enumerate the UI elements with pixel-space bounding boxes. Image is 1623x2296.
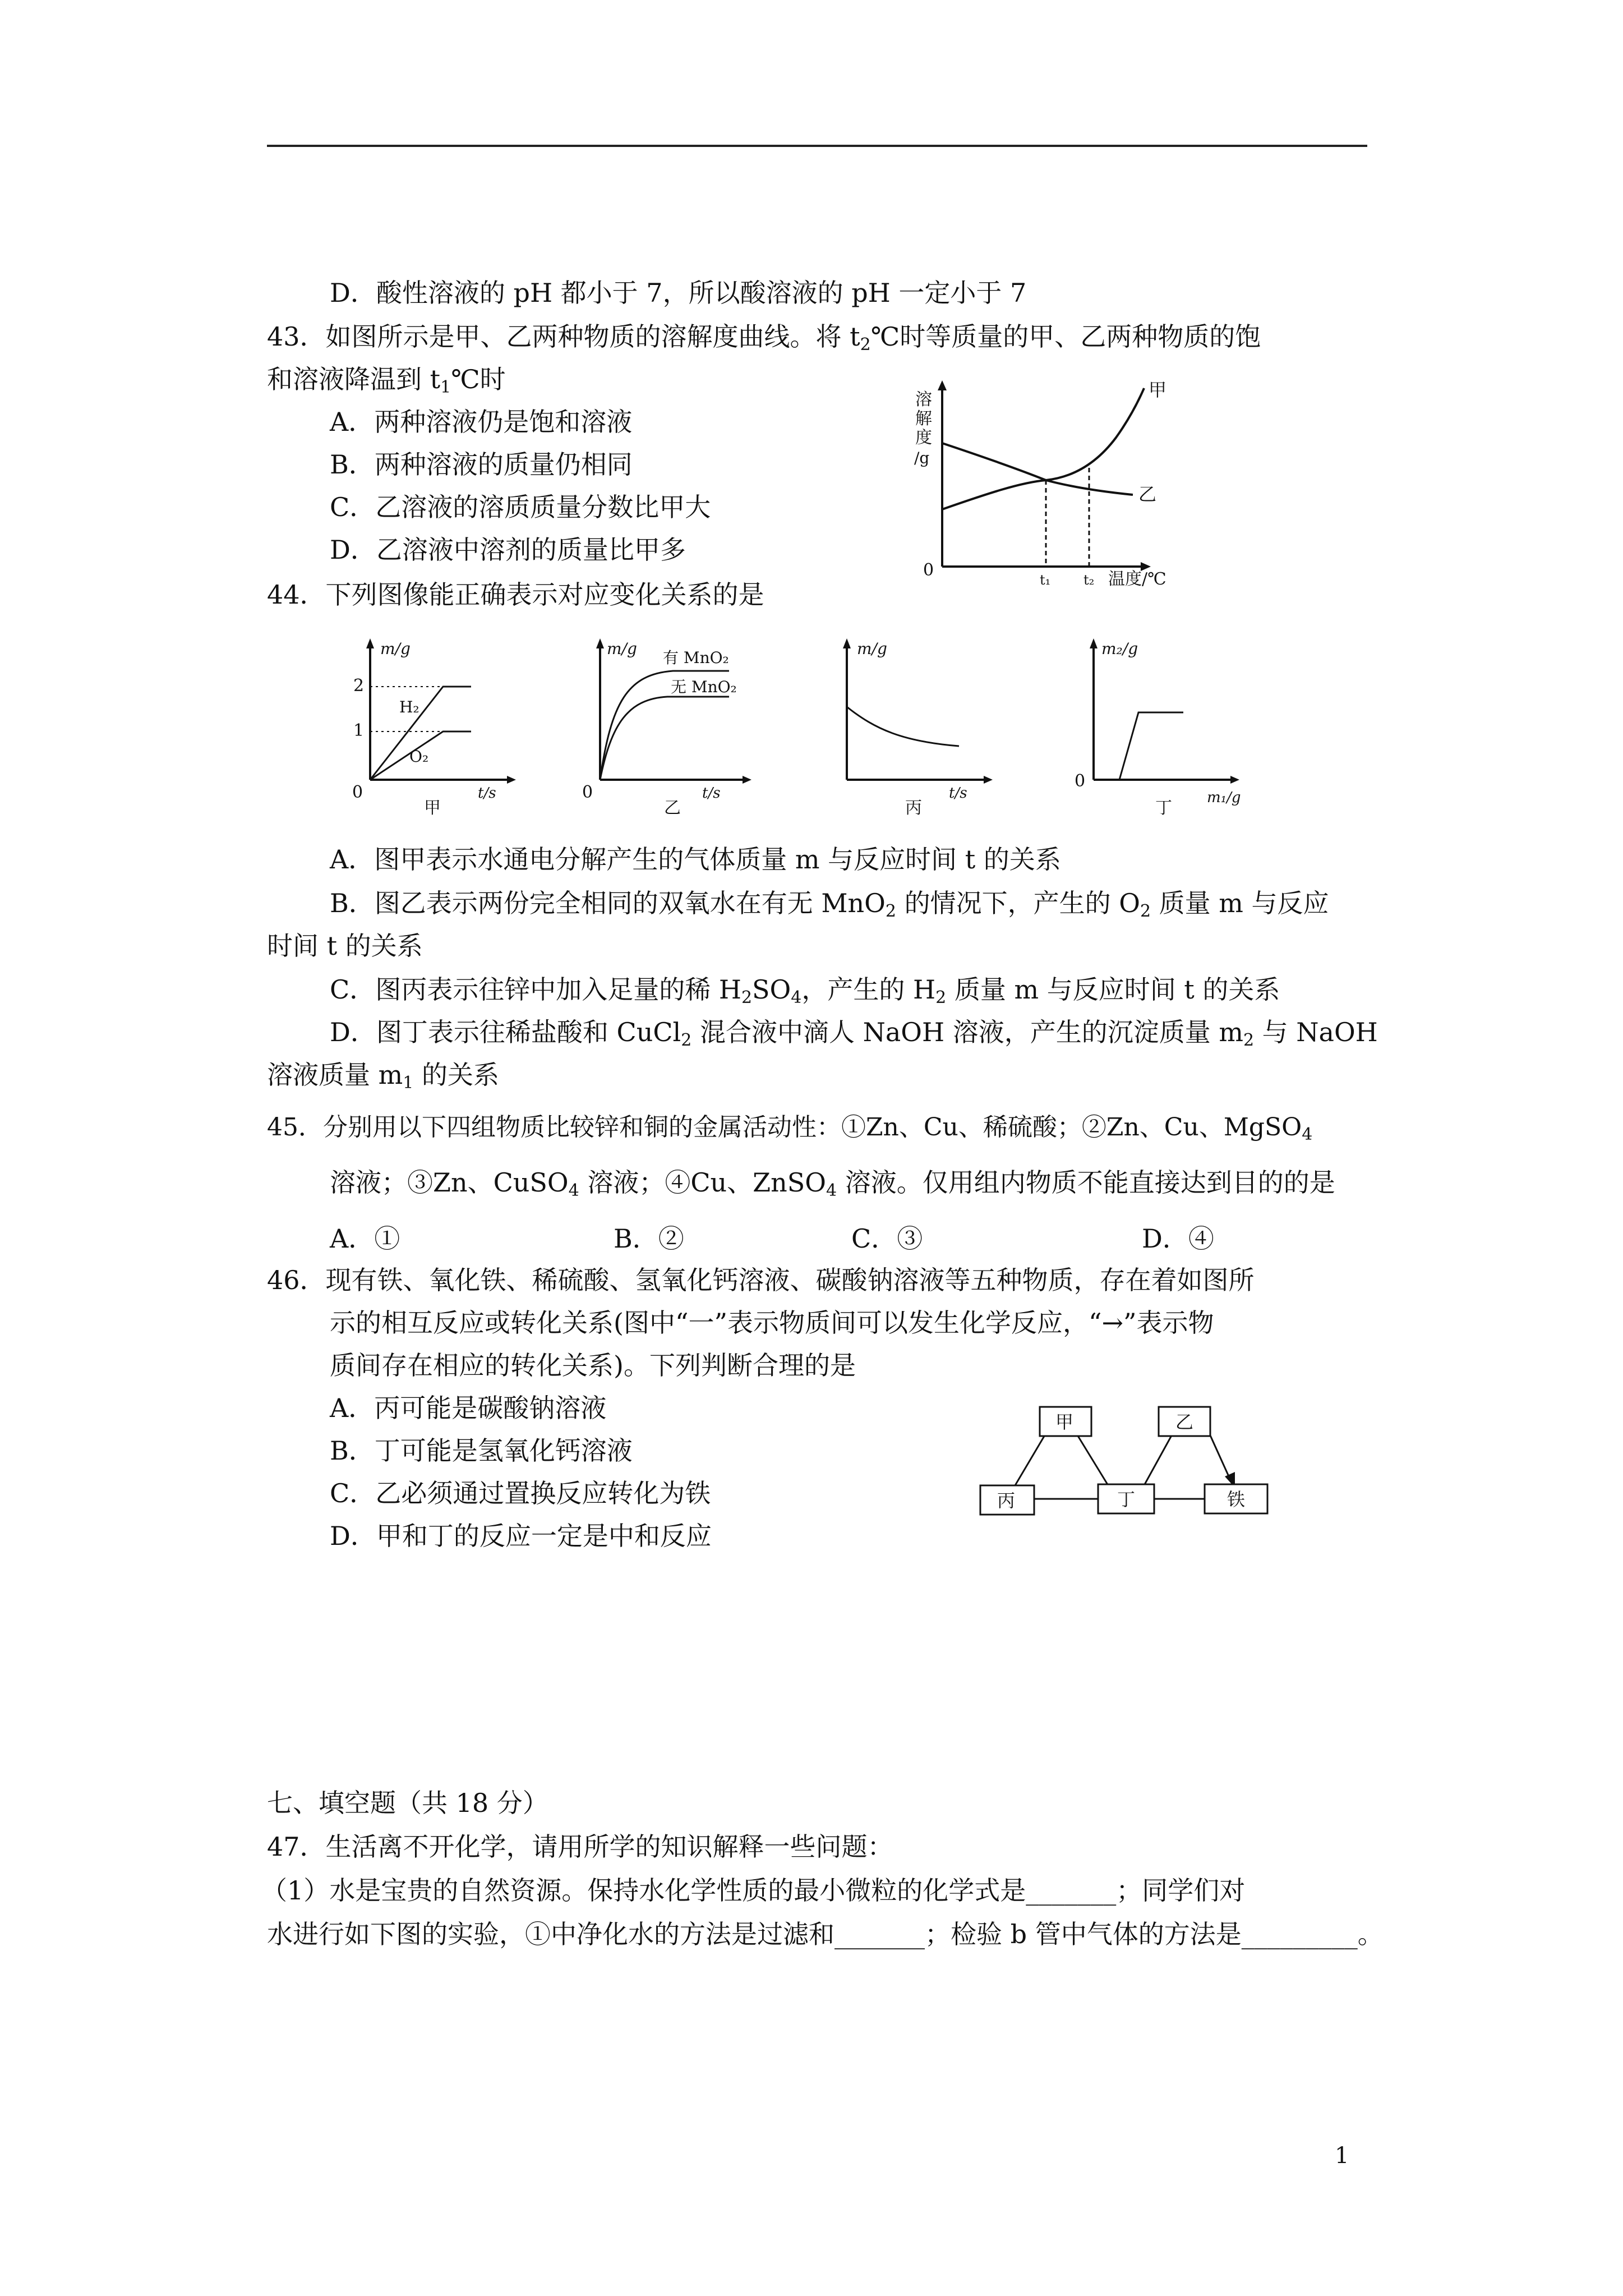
header-rule <box>267 145 1367 147</box>
label-ding: 丁 <box>1117 1489 1136 1510</box>
q43-stem-line-2: 和溶液降温到 $t_1℃$时 <box>267 364 506 397</box>
label-yi: 乙 <box>1175 1411 1194 1433</box>
relation-diagram <box>976 1402 1290 1531</box>
q45-option-d: D．④ <box>1142 1223 1214 1254</box>
graph-yi <box>578 634 763 819</box>
y-axis-arrow <box>366 638 374 648</box>
q44-option-d-line-1: D．图丁表示往稀盐酸和 CuCl$_2$ 混合液中滴人 NaOH 溶液，产生的沉淀质量 $m_2$ 与 NaOH <box>330 1017 1378 1050</box>
q43-option-d: D．乙溶液中溶剂的质量比甲多 <box>330 535 686 565</box>
q46-option-d: D．甲和丁的反应一定是中和反应 <box>330 1521 712 1551</box>
t2-label: t₂ <box>1083 572 1095 588</box>
q43-option-b: B．两种溶液的质量仍相同 <box>330 449 633 480</box>
x-axis-arrow <box>1230 776 1239 784</box>
ylabel: m/g <box>857 639 887 658</box>
origin-label: 0 <box>352 783 363 802</box>
q42-option-d: D．酸性溶液的 pH 都小于 7，所以酸溶液的 pH 一定小于 7 <box>330 278 1027 308</box>
q45-option-c: C．③ <box>851 1223 923 1254</box>
label-bing: 丙 <box>997 1490 1016 1511</box>
y-axis-arrow <box>938 380 947 390</box>
graph-jia <box>348 634 527 819</box>
q45-stem-line-2: 溶液；③Zn、CuSO$_4$ 溶液；④Cu、ZnSO$_4$ 溶液。仅用组内物质不能直接达到目的的是 <box>330 1167 1335 1200</box>
precipitate-line <box>1094 712 1183 780</box>
tick-1: 1 <box>353 721 365 740</box>
xlabel: 温度/℃ <box>1108 569 1166 589</box>
q45-option-a: A．① <box>330 1223 400 1254</box>
label-jia: 甲 <box>1055 1411 1074 1433</box>
ylabel: m/g <box>607 639 637 658</box>
label-tie: 铁 <box>1227 1489 1246 1510</box>
xlabel: t/s <box>478 785 496 802</box>
t1-label: t₁ <box>1040 572 1051 588</box>
link-ding-yi <box>1144 1430 1174 1485</box>
graph-ding <box>1066 634 1256 819</box>
x-axis-arrow <box>507 776 516 784</box>
origin-label: 0 <box>1075 771 1086 791</box>
curve-yi-label: 乙 <box>1138 484 1157 505</box>
ylabel-char-3: 度 <box>915 428 932 448</box>
q45-stem-line-1: 45．分别用以下四组物质比较锌和铜的金属活动性：①Zn、Cu、稀硫酸；②Zn、Cu、MgSO$_4$ <box>267 1113 1313 1144</box>
xlabel: m₁/g <box>1207 789 1241 806</box>
xlabel: t/s <box>702 785 721 802</box>
q44-option-b-line-2: 时间 t 的关系 <box>267 931 423 961</box>
q46-stem-line-2: 示的相互反应或转化关系(图中“一”表示物质间可以发生化学反应，“→”表示物 <box>330 1308 1214 1338</box>
q43-option-c: C．乙溶液的溶质质量分数比甲大 <box>330 492 711 522</box>
graph-bing <box>824 634 1004 819</box>
o2-label: O₂ <box>409 747 429 766</box>
caption: 丁 <box>1155 798 1172 818</box>
without-mno2-label: 无 MnO₂ <box>671 678 737 696</box>
q46-option-c: C．乙必须通过置换反应转化为铁 <box>330 1478 711 1508</box>
ylabel-unit: /g <box>914 449 930 467</box>
with-mno2-label: 有 MnO₂ <box>663 648 729 667</box>
solubility-curve-figure <box>909 376 1200 600</box>
y-axis-arrow <box>843 638 851 648</box>
q46-stem-line-3: 质间存在相应的转化关系)。下列判断合理的是 <box>330 1350 856 1381</box>
without-mno2-curve <box>600 697 729 780</box>
y-axis-arrow <box>1090 638 1098 648</box>
arrow-yi-tie <box>1208 1430 1229 1478</box>
x-axis-arrow <box>984 776 993 784</box>
origin-label: 0 <box>582 783 593 802</box>
y-axis-arrow <box>596 638 604 648</box>
page-number: 1 <box>1335 2143 1349 2169</box>
ylabel: m/g <box>380 639 411 658</box>
caption: 甲 <box>424 798 441 818</box>
caption: 乙 <box>664 798 681 818</box>
h2-label: H₂ <box>399 698 419 716</box>
curve-jia <box>942 388 1144 509</box>
q47-stem: 47．生活离不开化学，请用所学的知识解释一些问题： <box>267 1832 893 1862</box>
q46-option-a: A．丙可能是碳酸钠溶液 <box>330 1393 607 1423</box>
x-axis-arrow <box>743 776 751 784</box>
caption: 丙 <box>905 798 922 818</box>
ylabel-char-1: 溶 <box>915 390 932 409</box>
q46-option-b: B．丁可能是氢氧化钙溶液 <box>330 1435 633 1466</box>
q43-option-a: A．两种溶液仍是饱和溶液 <box>330 407 633 437</box>
q44-option-b-line-1: B．图乙表示两份完全相同的双氧水在有无 MnO$_2$ 的情况下，产生的 $O_2$ 质量 m 与反应 <box>330 888 1329 921</box>
q44-option-a: A．图甲表示水通电分解产生的气体质量 m 与反应时间 t 的关系 <box>330 844 1061 875</box>
ylabel-char-2: 解 <box>915 409 932 429</box>
ylabel: m₂/g <box>1101 639 1138 658</box>
h2-line <box>370 687 471 780</box>
decay-curve <box>847 707 959 746</box>
curve-jia-label: 甲 <box>1149 379 1167 401</box>
xlabel: t/s <box>949 785 967 802</box>
link-bing-jia <box>1015 1430 1048 1485</box>
q44-option-c: C．图丙表示往锌中加入足量的稀 $H_2SO_4$，产生的 $H_2$ 质量 m 与反应时间 t 的关系 <box>330 974 1280 1007</box>
tick-2: 2 <box>353 676 365 696</box>
q45-option-b: B．② <box>614 1223 684 1254</box>
origin-label: 0 <box>923 560 934 580</box>
q47-part-1-line-2: 水进行如下图的实验，①中净化水的方法是过滤和_______；检验 b 管中气体的方法是_________。 <box>267 1919 1384 1949</box>
q44-option-d-line-2: 溶液质量 $m_1$ 的关系 <box>267 1060 499 1093</box>
section-7-title: 七、填空题（共 18 分） <box>267 1788 548 1818</box>
q47-part-1-line-1: （1）水是宝贵的自然资源。保持水化学性质的最小微粒的化学式是_______；同学们对 <box>261 1875 1246 1906</box>
link-jia-ding <box>1075 1430 1108 1485</box>
q44-stem: 44．下列图像能正确表示对应变化关系的是 <box>267 579 764 610</box>
q43-stem-line-1: 43．如图所示是甲、乙两种物质的溶解度曲线。将 $t_2℃$时等质量的甲、乙两种物质的饱 <box>267 321 1261 355</box>
q46-stem-line-1: 46．现有铁、氧化铁、稀硫酸、氢氧化钙溶液、碳酸钠溶液等五种物质，存在着如图所 <box>267 1265 1255 1295</box>
